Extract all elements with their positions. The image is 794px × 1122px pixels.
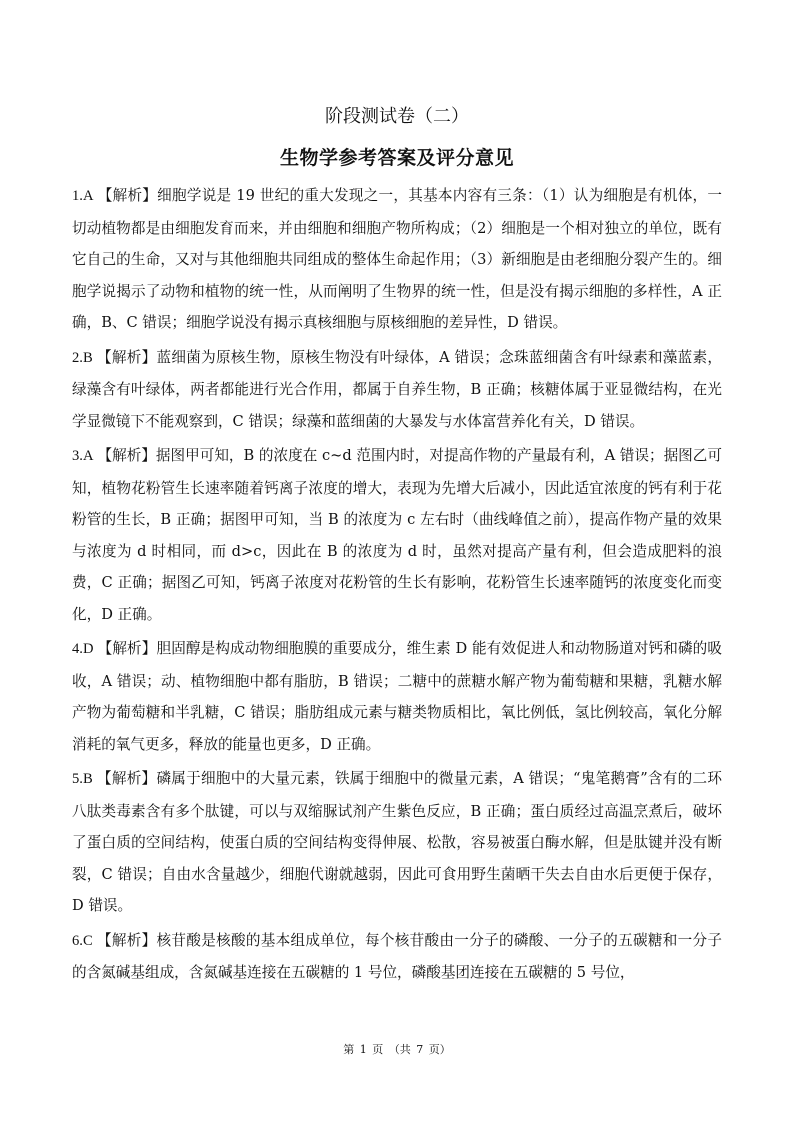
- answer-number: 3.A: [72, 448, 94, 464]
- page-footer: 第 1 页 （共 7 页）: [343, 1043, 451, 1056]
- answer-text: 据图甲可知，B 的浓度在 c~d 范围内时，对提高作物的产量最有利，A 错误；据图乙可知，植物花粉管生长速率随着钙离子浓度的增大，表现为先增大后减小，因此适宜浓度的钙有利于花粉管的生长，B 正确；据图甲可知，当 B 的浓度为 c 左右时（曲线峰值之前），提高作物产量的效果与浓度为 d 时相同，而 d>c，因此在 B 的浓度为 d 时，虽然对提高产量有利，但会造成肥料的浪费，C 正确；据图乙可知，钙离子浓度对花粉管的生长有影响，花粉管生长速率随钙的浓度变化而变化，D 正确。: [72, 447, 722, 623]
- answer-item: [72, 342, 722, 438]
- answer-number: 5.B: [72, 771, 93, 787]
- answer-item: [72, 180, 722, 339]
- answer-text: 胆固醇是构成动物细胞膜的重要成分，维生素 D 能有效促进人和动物肠道对钙和磷的吸收，A 错误；动、植物细胞中都有脂肪，B 错误；二糖中的蔗糖水解产物为葡萄糖和果糖，乳糖水解产物为葡萄糖和半乳糖，C 错误；脂肪组成元素与糖类物质相比，氧比例低，氢比例较高，氧化分解消耗的氧气更多，释放的能量也更多，D 正确。: [72, 640, 722, 753]
- answer-item: [72, 633, 722, 760]
- analysis-tag: 【解析】: [97, 447, 156, 464]
- answer-text: 核苷酸是核酸的基本组成单位，每个核苷酸由一分子的磷酸、一分子的五碳糖和一分子的含氮碱基组成，含氮碱基连接在五碳糖的 1 号位，磷酸基团连接在五碳糖的 5 号位，: [72, 931, 722, 981]
- answer-text: 磷属于细胞中的大量元素，铁属于细胞中的微量元素，A 错误；“鬼笔鹅膏”含有的二环八肽类毒素含有多个肽键，可以与双缩脲试剂产生紫色反应，B 正确；蛋白质经过高温烹煮后，破坏了蛋白质的空间结构，使蛋白质的空间结构变得伸展、松散，容易被蛋白酶水解，但是肽键并没有断裂，C 错误；自由水含量越少，细胞代谢就越弱，因此可食用野生菌晒干失去自由水后更便于保存，D 错误。: [72, 770, 722, 914]
- analysis-tag: 【解析】: [96, 770, 157, 787]
- page-title: 阶段测试卷（二）: [325, 106, 469, 127]
- analysis-tag: 【解析】: [96, 931, 157, 949]
- answer-number: 1.A: [72, 188, 94, 204]
- analysis-tag: 【解析】: [96, 348, 157, 366]
- analysis-tag: 【解析】: [97, 640, 157, 657]
- analysis-tag: 【解析】: [97, 187, 158, 204]
- answer-number: 6.C: [72, 932, 93, 949]
- answer-number: 4.D: [72, 641, 94, 657]
- answer-text: 蓝细菌为原核生物，原核生物没有叶绿体，A 错误；念珠蓝细菌含有叶绿素和藻蓝素，绿藻含有叶绿体，两者都能进行光合作用，都属于自养生物，B 正确；核糖体属于亚显微结构，在光学显微镜下不能观察到，C 错误；绿藻和蓝细菌的大暴发与水体富营养化有关，D 错误。: [72, 348, 722, 430]
- answer-number: 2.B: [72, 349, 93, 366]
- page-subtitle: 生物学参考答案及评分意见: [279, 147, 514, 169]
- answer-text: 细胞学说是 19 世纪的重大发现之一，其基本内容有三条：（1）认为细胞是有机体，一切动植物都是由细胞发育而来，并由细胞和细胞产物所构成；（2）细胞是一个相对独立的单位，既有它自己的生命，又对与其他细胞共同组成的整体生命起作用；（3）新细胞是由老细胞分裂产生的。细胞学说揭示了动物和植物的统一性，从而阐明了生物界的统一性，但是没有揭示细胞的多样性，A 正确，B、C 错误；细胞学说没有揭示真核细胞与原核细胞的差异性，D 错误。: [72, 187, 722, 331]
- answer-list: [72, 180, 722, 992]
- answer-item: [72, 925, 722, 989]
- answer-item: [72, 763, 722, 922]
- answer-item: [72, 440, 722, 630]
